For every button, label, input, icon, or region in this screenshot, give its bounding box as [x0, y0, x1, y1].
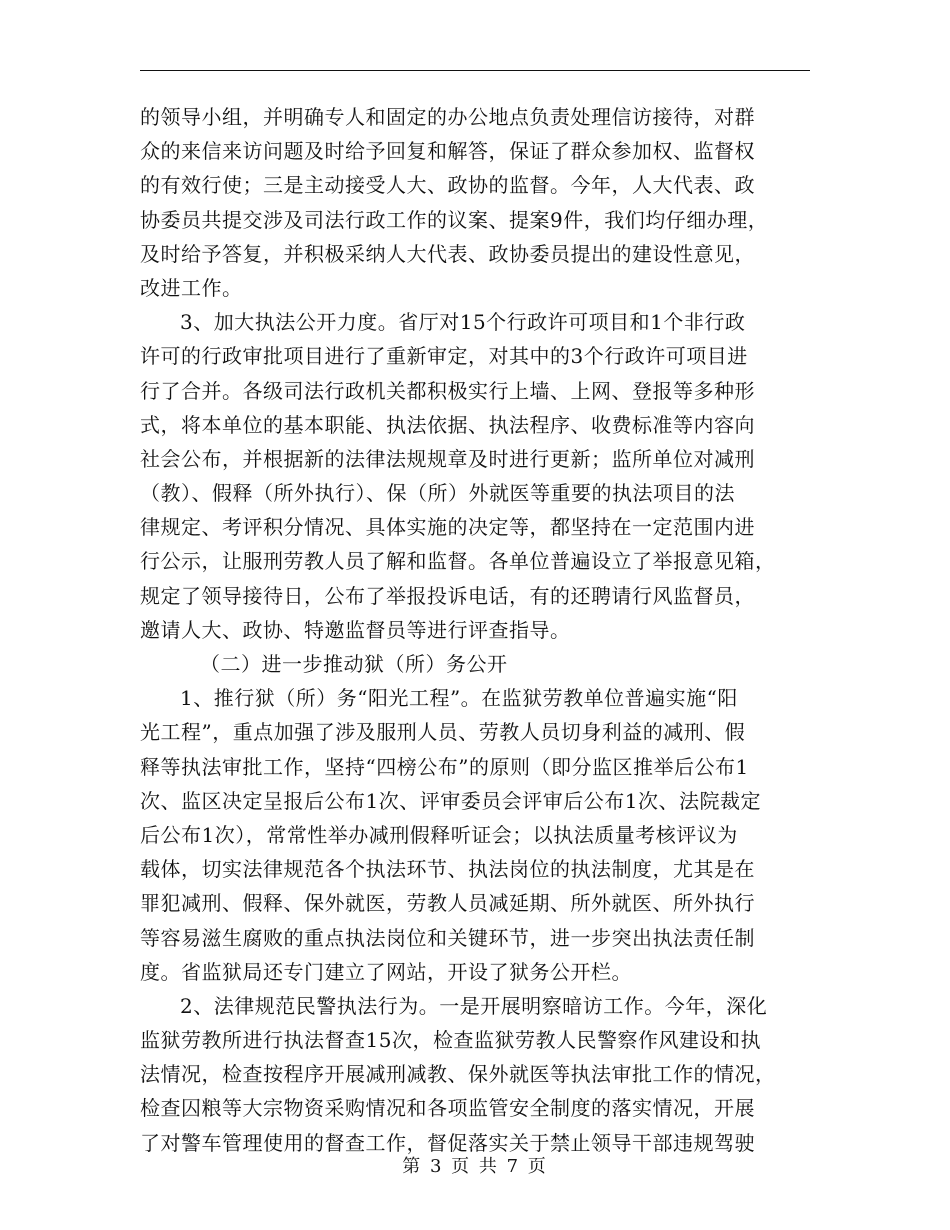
text-line: 许可的行政审批项目进行了重新审定，对其中的3个行政许可项目进: [140, 344, 748, 369]
text-line: 法情况，检查按程序开展减刑减教、保外就医等执法审批工作的情况，: [140, 1062, 776, 1087]
text-line: 式，将本单位的基本职能、执法依据、执法程序、收费标准等内容向: [140, 412, 755, 437]
text-line: 释等执法审批工作，坚持“四榜公布”的原则（即分监区推举后公布1: [140, 754, 749, 779]
paragraph-start: 3、加大执法公开力度。省厅对15个行政许可项目和1个非行政: [180, 310, 746, 335]
text-line: 载体，切实法律规范各个执法环节、执法岗位的执法制度，尤其是在: [140, 857, 755, 882]
text-line: 及时给予答复，并积极采纳人大代表、政协委员提出的建设性意见，: [140, 241, 755, 266]
header-rule: [140, 70, 810, 71]
document-body: [140, 100, 810, 1160]
text-line: 监狱劳教所进行执法督查15次，检查监狱劳教人民警察作风建设和执: [140, 1028, 761, 1053]
text-line: 规定了领导接待日，公布了举报投诉电话，有的还聘请行风监督员，: [140, 583, 755, 608]
text-line: 众的来信来访问题及时给予回复和解答，保证了群众参加权、监督权: [140, 139, 755, 164]
text-line: 罪犯减刑、假释、保外就医，劳教人员减延期、所外就医、所外执行: [140, 891, 755, 916]
section-heading: （二）进一步推动狱（所）务公开: [200, 652, 508, 676]
text-line: 改进工作。: [140, 275, 243, 300]
text-line: 光工程”，重点加强了涉及服刑人员、劳教人员切身利益的减刑、假: [140, 720, 746, 745]
text-line: 等容易滋生腐败的重点执法岗位和关键环节，进一步突出执法责任制: [140, 925, 755, 950]
text-line: 邀请人大、政协、特邀监督员等进行评查指导。: [140, 617, 571, 642]
text-line: 检查囚粮等大宗物资采购情况和各项监管安全制度的落实情况，开展: [140, 1096, 755, 1121]
paragraph-start: 2、法律规范民警执法行为。一是开展明察暗访工作。今年，深化: [180, 993, 768, 1018]
text-line: 后公布1次），常常性举办减刑假释听证会；以执法质量考核评议为: [140, 822, 738, 847]
text-line: 社会公布，并根据新的法律法规规章及时进行更新；监所单位对减刑: [140, 446, 755, 471]
text-line: 协委员共提交涉及司法行政工作的议案、提案9件，我们均仔细办理，: [140, 207, 769, 232]
text-line: 行了合并。各级司法行政机关都积极实行上墙、上网、登报等多种形: [140, 378, 755, 403]
text-line: （教）、假释（所外执行）、保（所）外就医等重要的执法项目的法: [140, 481, 735, 506]
paragraph-start: 1、推行狱（所）务“阳光工程”。在监狱劳教单位普遍实施“阳: [180, 686, 738, 711]
text-line: 度。省监狱局还专门建立了网站，开设了狱务公开栏。: [140, 959, 632, 984]
text-line: 律规定、考评积分情况、具体实施的决定等，都坚持在一定范围内进: [140, 515, 755, 540]
text-line: 了对警车管理使用的督查工作，督促落实关于禁止领导干部违规驾驶: [140, 1130, 755, 1155]
page-footer: 第 3 页 共 7 页: [402, 1156, 548, 1177]
text-line: 行公示，让服刑劳教人员了解和监督。各单位普遍设立了举报意见箱，: [140, 549, 776, 574]
text-line: 的领导小组，并明确专人和固定的办公地点负责处理信访接待，对群: [140, 105, 755, 129]
text-line: 的有效行使；三是主动接受人大、政协的监督。今年，人大代表、政: [140, 173, 755, 198]
text-line: 次、监区决定呈报后公布1次、评审委员会评审后公布1次、法院裁定: [140, 788, 761, 813]
